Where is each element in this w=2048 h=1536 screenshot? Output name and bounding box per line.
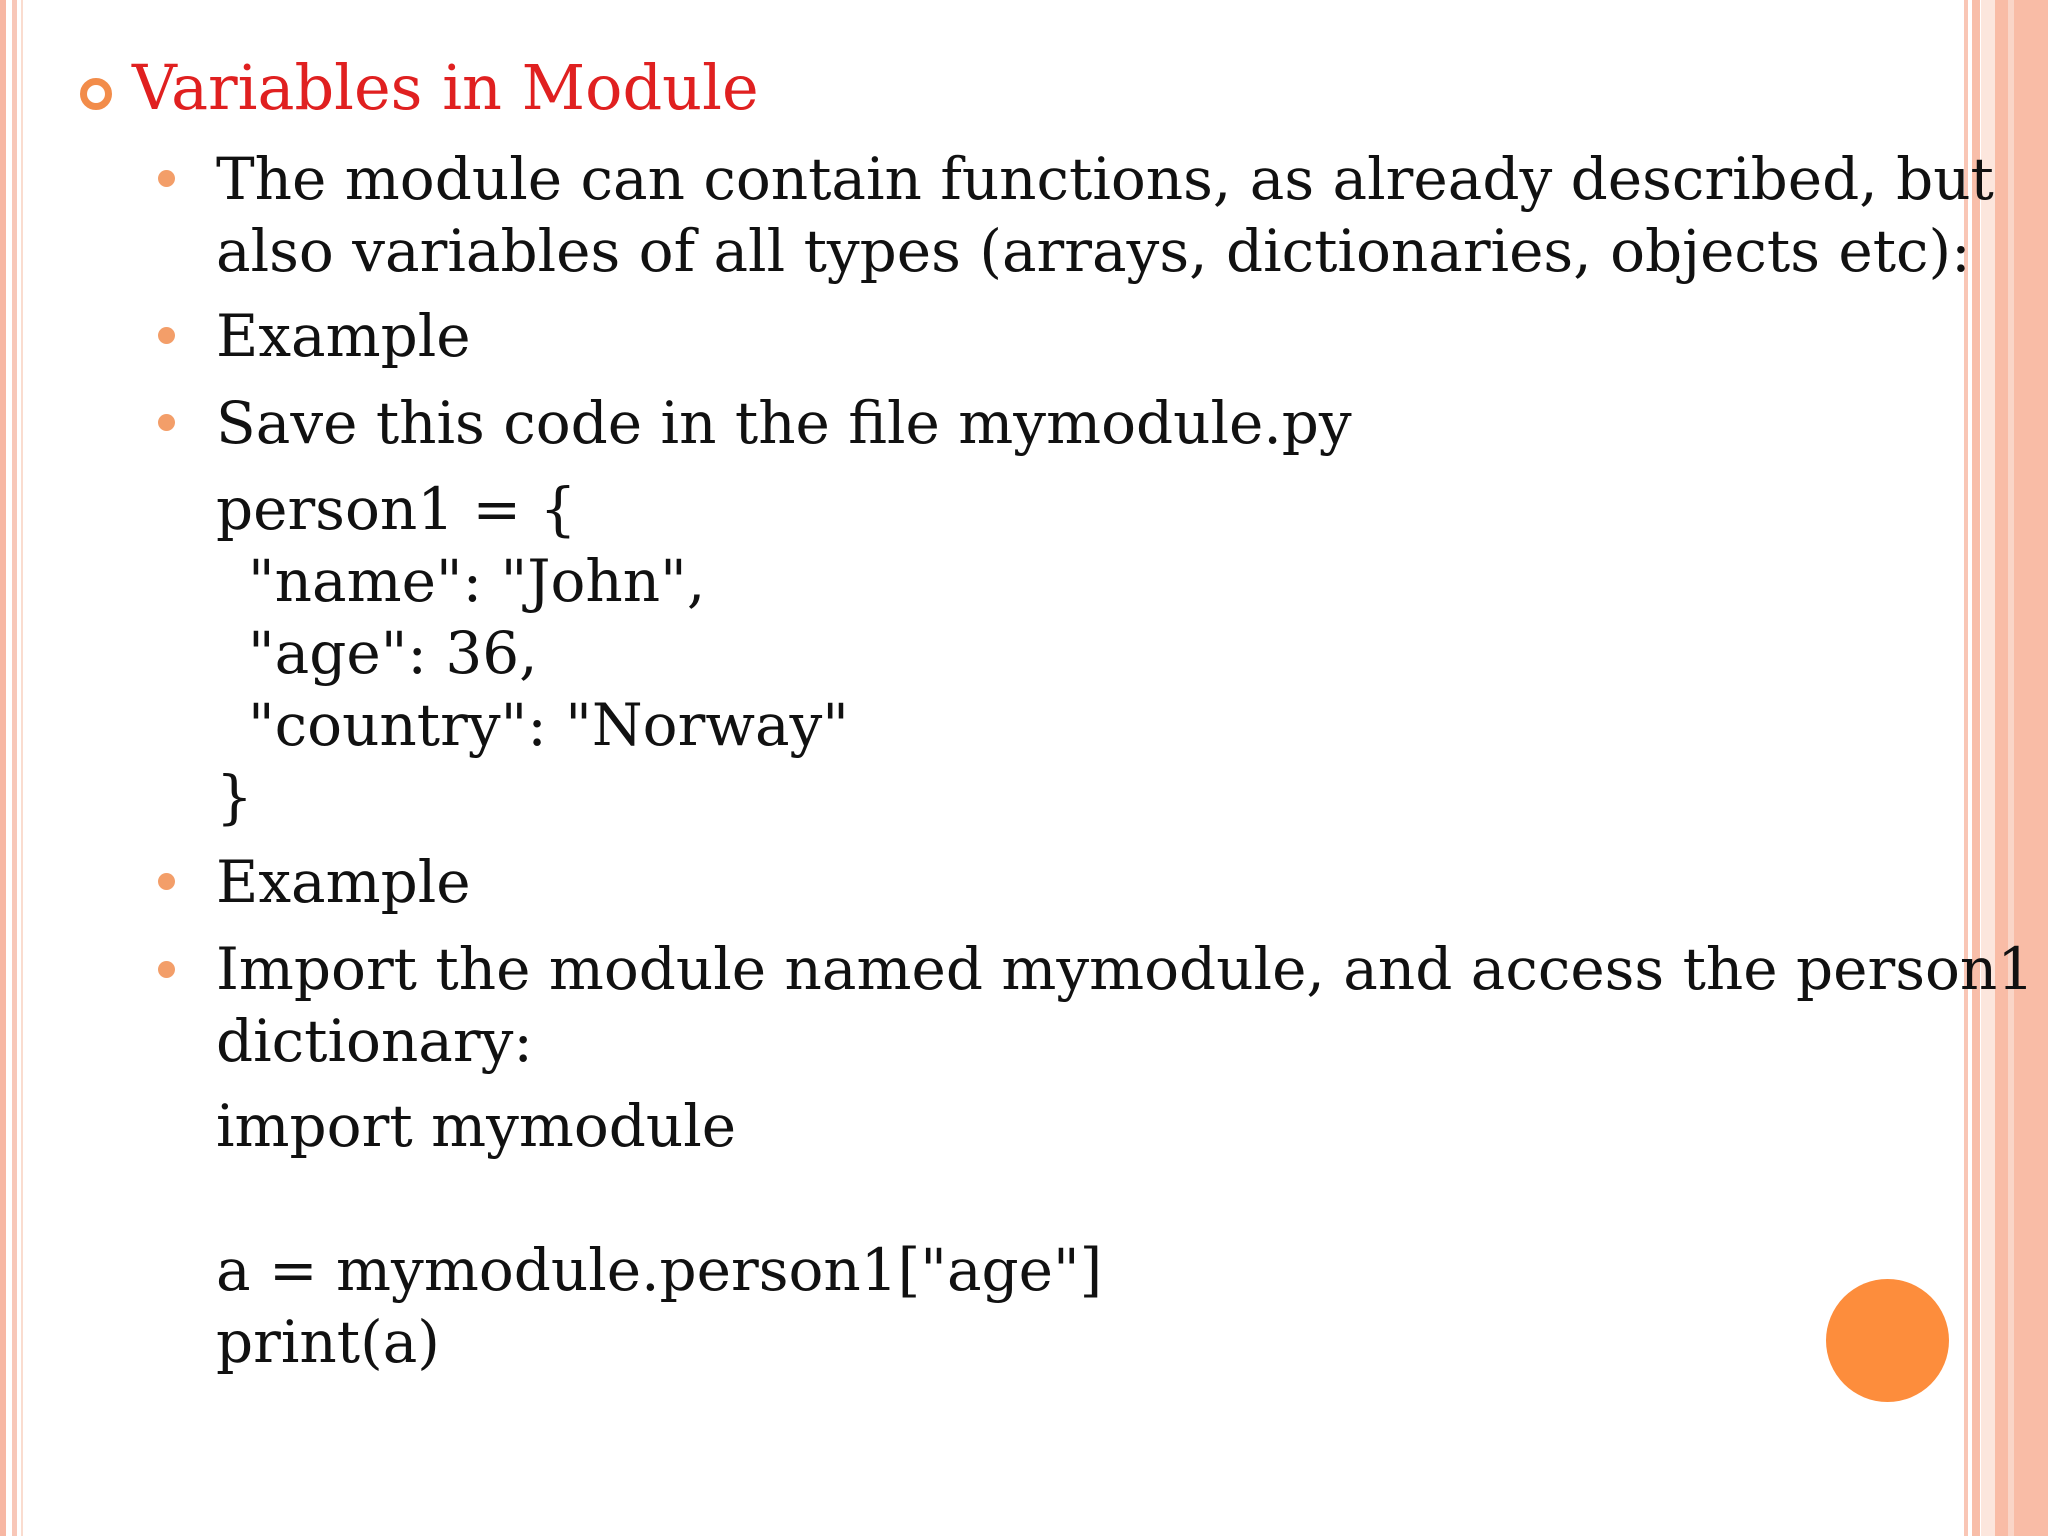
bullet-text: The module can contain functions, as already described, but — [216, 145, 1994, 213]
bullet-dot-icon — [158, 873, 175, 890]
orange-circle-icon — [1826, 1279, 1949, 1402]
code-line: "name": "John", — [248, 547, 706, 615]
left-border-stripe — [21, 0, 23, 1536]
code-line: } — [216, 763, 253, 831]
hollow-circle-icon — [80, 78, 112, 110]
bullet-dot-icon — [158, 961, 175, 978]
bullet-dot-icon — [158, 170, 175, 187]
code-line: person1 = { — [216, 475, 577, 543]
code-line: print(a) — [216, 1308, 440, 1376]
right-border-stripe — [1995, 0, 2048, 1536]
code-line: a = mymodule.person1["age"] — [216, 1236, 1103, 1304]
bullet-text: Example — [216, 302, 471, 370]
left-border-stripe — [0, 0, 6, 1536]
bullet-text: Import the module named mymodule, and access the person1 — [216, 935, 2035, 1003]
left-border-stripe — [12, 0, 17, 1536]
code-line: import mymodule — [216, 1092, 737, 1160]
bullet-text-continued: also variables of all types (arrays, dictionaries, objects etc): — [216, 217, 1971, 285]
bullet-dot-icon — [158, 414, 175, 431]
bullet-text: Example — [216, 848, 471, 916]
code-line: "age": 36, — [248, 619, 538, 687]
right-border-stripe — [1972, 0, 1980, 1536]
bullet-text-continued: dictionary: — [216, 1007, 533, 1075]
slide-title: Variables in Module — [132, 51, 759, 124]
right-border-stripe — [2008, 0, 2014, 1536]
code-line: "country": "Norway" — [248, 691, 849, 759]
bullet-text: Save this code in the file mymodule.py — [216, 389, 1352, 457]
bullet-dot-icon — [158, 327, 175, 344]
right-border-stripe — [1981, 0, 1995, 1536]
